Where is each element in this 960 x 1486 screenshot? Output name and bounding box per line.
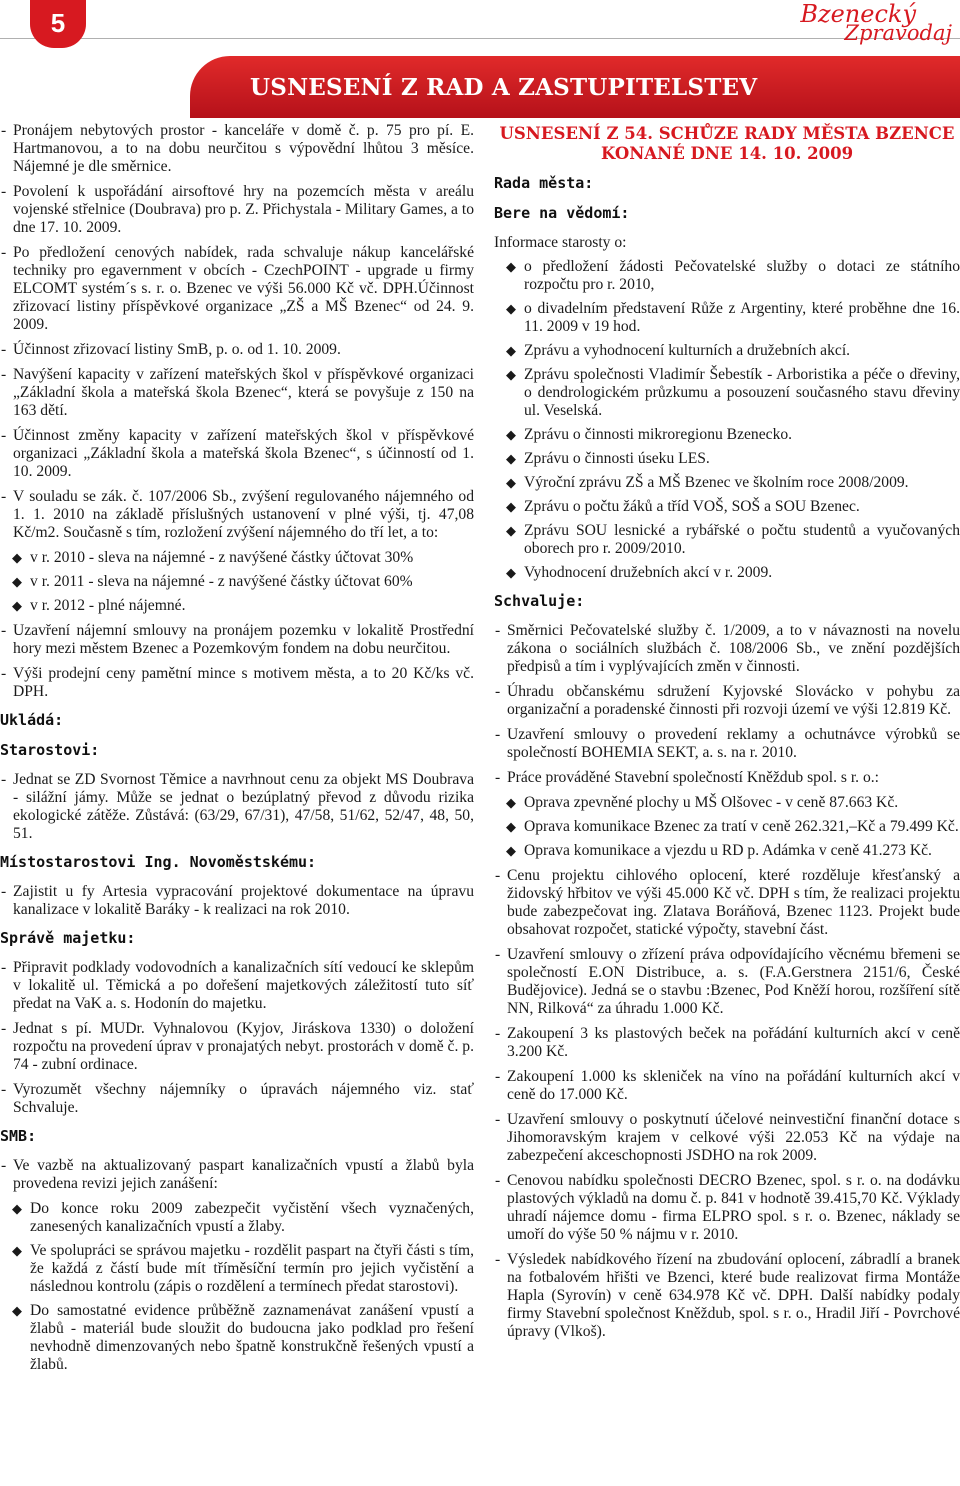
list-item [0,122,474,176]
item-text: Vyrozumět všechny nájemníky o úpravách nájemného viz. stať Schvaluje. [13,1081,474,1116]
banner-title: USNESENÍ Z RAD A ZASTUPITELSTEV [250,74,758,101]
dash-marker: - [495,683,501,700]
list-item [0,341,474,359]
dash-marker: - [495,1172,501,1189]
item-text: Výroční zprávu ZŠ a MŠ Bzenec ve školním roce 2008/2009. [524,474,909,491]
dash-marker: - [495,726,501,743]
item-text: Účinnost změny kapacity v zařízení mateřských škol v příspěvkové organizaci „Základní škola a mateřská škola Bzenec“, s účinností od 1. 10. 2009. [13,427,474,480]
bullet-item [0,1242,474,1296]
logo-line-2: Zpravodaj [844,21,952,45]
list-item [0,883,474,919]
list-item [494,1251,960,1341]
bullet-icon: ◆ [506,523,516,538]
dash-marker: - [1,1020,7,1037]
dash-marker: - [495,867,501,884]
dash-marker: - [1,1157,7,1174]
bullet-item [494,342,960,360]
item-text: Vyhodnocení družebních akcí v r. 2009. [524,564,773,581]
list-item [494,867,960,939]
informace-label: Informace starosty o: [494,234,627,251]
item-text: Uzavření nájemní smlouvy na pronájem pozemku v lokalitě Prostřední hory mezi městem Bzenec a Pozemkovým fondem na dobu neurčitou. [13,622,474,657]
masthead-logo [800,2,952,44]
bullet-icon: ◆ [506,367,516,382]
bullet-item [494,498,960,516]
item-text: v r. 2011 - sleva na nájemné - z navýšené částky účtovat 60% [30,573,413,590]
list-item [494,1172,960,1244]
dash-marker: - [495,1068,501,1085]
dash-marker: - [1,959,7,976]
bullet-item [494,366,960,420]
bullet-item [494,794,960,812]
dash-marker: - [1,883,7,900]
list-item [494,622,960,676]
item-text: Jednat se ZD Svornost Těmice a navrhnout cenu za objekt MS Doubrava - silážní jámy. Může se jednat o bezúplatný převod z důvodu rizika ekologické zátěže. Zůstává: (63/29, 67/31), 47/58, 51/62, 52/47, 48, 50, 51. [13,771,474,842]
item-text: Oprava komunikace a vjezdu u RD p. Adámka v ceně 41.273 Kč. [524,842,932,859]
item-text: Zprávu a vyhodnocení kulturních a družebních akcí. [524,342,851,359]
item-text: Zprávu o činnosti mikroregionu Bzenecko. [524,426,793,443]
bullet-icon: ◆ [506,499,516,514]
bullet-icon: ◆ [506,795,516,810]
list-item [494,726,960,762]
item-text: Uzavření smlouvy o poskytnutí účelové neinvestiční finanční dotace s Jihomoravským krajem v celkové výši 22.053 Kč na výdaje na zabezpečení akceschopnosti JSDHO na rok 2009. [507,1111,960,1164]
bullet-item [494,300,960,336]
list-item [0,488,474,542]
item-text: Zprávu o počtu žáků a tříd VOŠ, SOŠ a SOU Bzenec. [524,498,860,515]
item-text: Zprávu o činnosti úseku LES. [524,450,710,467]
dash-marker: - [1,771,7,788]
item-text: Výši prodejní ceny pamětní mince s motivem města, a to 20 Kč/ks vč. DPH. [13,665,474,700]
dash-marker: - [1,622,7,639]
heading-schvaluje: Schvaluje: [494,592,585,610]
bullet-icon: ◆ [12,1201,22,1216]
bullet-icon: ◆ [506,301,516,316]
bullet-item [0,1302,474,1374]
heading-bere-na-vedomi: Bere na vědomí: [494,204,630,222]
item-text: Zprávu SOU lesnické a rybářské o počtu studentů a vyučovaných oborech pro r. 2009/2010. [524,522,960,557]
heading-rada-mesta: Rada města: [494,174,594,192]
item-text: Povolení k uspořádání airsoftové hry na pozemcích města v areálu vojenské střelnice (Doubrava) pro p. Z. Přichystala - Military Games, a to dne 17. 10. 2009. [13,183,474,236]
dash-marker: - [1,244,7,261]
bullet-icon: ◆ [506,843,516,858]
item-text: Cenu projektu cihlového oplocení, které rozděluje křesťanský a židovský hřbitov ve výši 45.000 Kč vč. DPH s tím, že realizaci projektu bude zabezpečovat ing. Zlatava Boráňová, Bzenec 1123. Projekt bude obsahovat rozpočet, statické výpočty, stavební část. [507,867,960,938]
list-item [0,244,474,334]
bullet-icon: ◆ [506,451,516,466]
item-text: Úhradu občanskému sdružení Kyjovské Slovácko v pohybu za organizační a poradenské činnosti při rozvoji území ve výši 12.819 Kč. [507,683,960,718]
bullet-item [494,842,960,860]
bullet-icon: ◆ [506,819,516,834]
section-title: USNESENÍ Z 54. SCHŮZE RADY MĚSTA BZENCE KONANÉ DNE 14. 10. 2009 [499,124,955,163]
list-item [494,769,960,787]
list-item [0,183,474,237]
bullet-icon: ◆ [12,598,22,613]
item-text: Do samostatné evidence průběžně zaznamenávat zanášení vpustí a žlabů - materiál bude sloužit do budoucna jako podklad pro řešení nevhodně dimenzovaných nebo špatně konstrukčně řešených vpustí a žlabů. [30,1302,474,1373]
item-text: Připravit podklady vodovodních a kanalizačních sítí vedoucí ke sklepům v lokalitě ul. Těmická a po dořešení majetkových záležitostí tuto síť předat na VaK a. s. Hodonín do majetku. [13,959,474,1012]
prace-bullets [494,794,960,860]
heading-mistostarosta: Místostarostovi Ing. Novoměstskému: [0,853,317,871]
dash-marker: - [495,1025,501,1042]
dash-marker: - [1,122,7,139]
right-column [494,122,960,1348]
bullet-item [494,474,960,492]
item-text: Uzavření smlouvy o zřízení práva odpovídajícího věcnému břemeni se společností E.ON Distribuce, a. s. (F.A.Gerstnera 2151/6, České Budějovice). Jedná se o stavbu :Bzenec, Pod Kněží horou, rozšíření sítě NN, Rilková“ za úhradu 1.000 Kč. [507,946,960,1017]
list-item [494,1111,960,1165]
item-text: Ve spolupráci se správou majetku - rozdělit paspart na čtyři části s tím, že každá z částí bude mít tříměsíční termín pro jejich vyčistění a následnou kontrolu (zápis o rozdělení a termínech předat starostovi). [30,1242,474,1295]
item-text: Zakoupení 1.000 ks skleniček na víno na pořádání kulturních akcí v ceně do 17.000 Kč. [507,1068,960,1103]
dash-marker: - [495,769,501,786]
item-text: Práce prováděné Stavební společností Kněždub spol. s r. o.: [507,769,880,786]
list-item [494,683,960,719]
dash-marker: - [495,1111,501,1128]
bullet-item [494,564,960,582]
list-item [494,1025,960,1061]
dash-marker: - [1,341,7,358]
bullet-item [494,522,960,558]
list-item [494,1068,960,1104]
item-text: Do konce roku 2009 zabezpečit vyčistění všech vyznačených, zanesených kanalizačních vpustí a žlaby. [30,1200,474,1235]
item-text: o předložení žádosti Pečovatelské služby o dotaci ze státního rozpočtu pro r. 2010, [524,258,960,293]
item-text: v r. 2010 - sleva na nájemné - z navýšené částky účtovat 30% [30,549,414,566]
dash-marker: - [1,366,7,383]
heading-starostovi: Starostovi: [0,741,100,759]
bullet-icon: ◆ [12,1243,22,1258]
dash-marker: - [495,1251,501,1268]
left-column [0,122,474,1381]
bullet-icon: ◆ [506,565,516,580]
list-item [0,771,474,843]
item-text: Pronájem nebytových prostor - kanceláře v domě č. p. 75 pro pí. E. Hartmanovou, a to na dobu neurčitou s výpovědní lhůtou 3 měsíce. Nájemné je dle směrnice. [13,122,474,175]
item-text: Zprávu společnosti Vladimír Šebestík - Arboristika a péče o dřeviny, o dendrologickém průzkumu a posouzení současného stavu dřeviny ul. Veselská. [524,366,960,419]
item-text: Uzavření smlouvy o provedení reklamy a ochutnávce výrobků se společností BOHEMIA SEKT, a. s. na r. 2010. [507,726,960,761]
item-text: Jednat s pí. MUDr. Vyhnalovou (Kyjov, Jiráskova 1330) o doložení rozpočtu na provedení úprav v pronajatých nebyt. prostorách v domě č. p. 74 - zubní ordinace. [13,1020,474,1073]
item-text: Zajistit u fy Artesia vypracování projektové dokumentace na úpravu kanalizace v lokalitě Baráky - k realizaci na rok 2010. [13,883,474,918]
item-text: Ve vazbě na aktualizovaný paspart kanalizačních vpustí a žlabů byla provedena revizi jejich zanášení: [13,1157,474,1192]
heading-smb: SMB: [0,1127,37,1145]
dash-marker: - [1,665,7,682]
dash-marker: - [1,1081,7,1098]
section-banner [190,56,960,118]
list-item [0,1020,474,1074]
item-text: Směrnici Pečovatelské služby č. 1/2009, a to v návaznosti na novelu zákona o sociálních službách č. 108/2006 Sb., ve znění pozdějších předpisů a tím i vyplývajících změn v činnosti. [507,622,960,675]
bullet-icon: ◆ [506,475,516,490]
list-item [0,665,474,701]
item-text: Oprava komunikace Bzenec za tratí v ceně 262.321,–Kč a 79.499 Kč. [524,818,959,835]
list-item [494,946,960,1018]
dash-marker: - [495,622,501,639]
list-item [0,959,474,1013]
item-text: Cenovou nabídku společnosti DECRO Bzenec, spol. s r. o. na dodávku plastových výkladů na domu č. p. 841 v hodnotě 39.415,70 Kč. Výklady uhradí nájemce domu - firma ELPRO spol. s r. o. Bzenec, náklady se umoří do výše 50 % nájmu v r. 2010. [507,1172,960,1243]
bullet-item [0,597,474,615]
bullet-item [494,426,960,444]
item-text: v r. 2012 - plné nájemné. [30,597,186,614]
dash-marker: - [1,488,7,505]
item-text: Zakoupení 3 ks plastových beček na pořádání kulturních akcí v ceně 3.200 Kč. [507,1025,960,1060]
list-item [0,1081,474,1117]
bullet-item [0,573,474,591]
left-items-a [0,122,474,542]
dash-marker: - [1,183,7,200]
bullet-icon: ◆ [12,550,22,565]
heading-uklada: Ukládá: [0,711,64,729]
item-text: Účinnost zřizovací listiny SmB, p. o. od 1. 10. 2009. [13,341,341,358]
bullet-icon: ◆ [12,574,22,589]
list-item [0,622,474,658]
bullet-item [494,258,960,294]
bullet-icon: ◆ [506,259,516,274]
rent-bullets [0,549,474,615]
item-text: o divadelním představení Růže z Argentiny, které proběhne dne 16. 11. 2009 v 19 hod. [524,300,960,335]
bullet-icon: ◆ [506,427,516,442]
item-text: Výsledek nabídkového řízení na zbudování oplocení, zábradlí a branek na fotbalovém hřišti ve Bzenci, které bude realizovat firma Montáže Hapla (Syrovín) v ceně 634.978 Kč vč. DPH. Další nabídky podaly firmy Stavební společnost Kněždub, spol. s r. o., Hradil Jiří - Povrchové úpravy (Vlkoš). [507,1251,960,1340]
logo-line-1: Bzenecký [800,0,916,28]
page-number: 5 [30,0,86,48]
bullet-icon: ◆ [506,343,516,358]
item-text: Navýšení kapacity v zařízení mateřských škol v příspěvkové organizaci „Základní škola a mateřská škola Bzenec“, která se povyšuje z 150 na 163 dětí. [13,366,474,419]
bere-bullets [494,258,960,582]
bullet-item [494,450,960,468]
bullet-item [0,1200,474,1236]
bullet-item [0,549,474,567]
item-text: Oprava zpevněné plochy u MŠ Olšovec - v ceně 87.663 Kč. [524,794,899,811]
heading-sprave-majetku: Správě majetku: [0,929,136,947]
list-item [0,1157,474,1193]
item-text: Po předložení cenových nabídek, rada schvaluje nákup kancelářské techniky pro egavernment v obcích - CzechPOINT - upgrade u firmy ELCOMT systém´s s. r. o. Bzenec ve výši 56.000 Kč vč. DPH.Účinnost zřizovací listiny příspěvkové organizace „ZŠ a MŠ Bzenec“ od 24. 9. 2009. [13,244,474,333]
list-item [0,366,474,420]
bullet-icon: ◆ [12,1303,22,1318]
dash-marker: - [495,946,501,963]
smb-bullets [0,1200,474,1374]
list-item [0,427,474,481]
item-text: V souladu se zák. č. 107/2006 Sb., zvýšení regulovaného nájemného od 1. 1. 2010 na základě příslušných ustanovení v plné výši, tj. 47,08 Kč/m2. Současně s tím, rozložení zvýšení nájemného do tří let, a to: [13,488,474,541]
dash-marker: - [1,427,7,444]
bullet-item [494,818,960,836]
